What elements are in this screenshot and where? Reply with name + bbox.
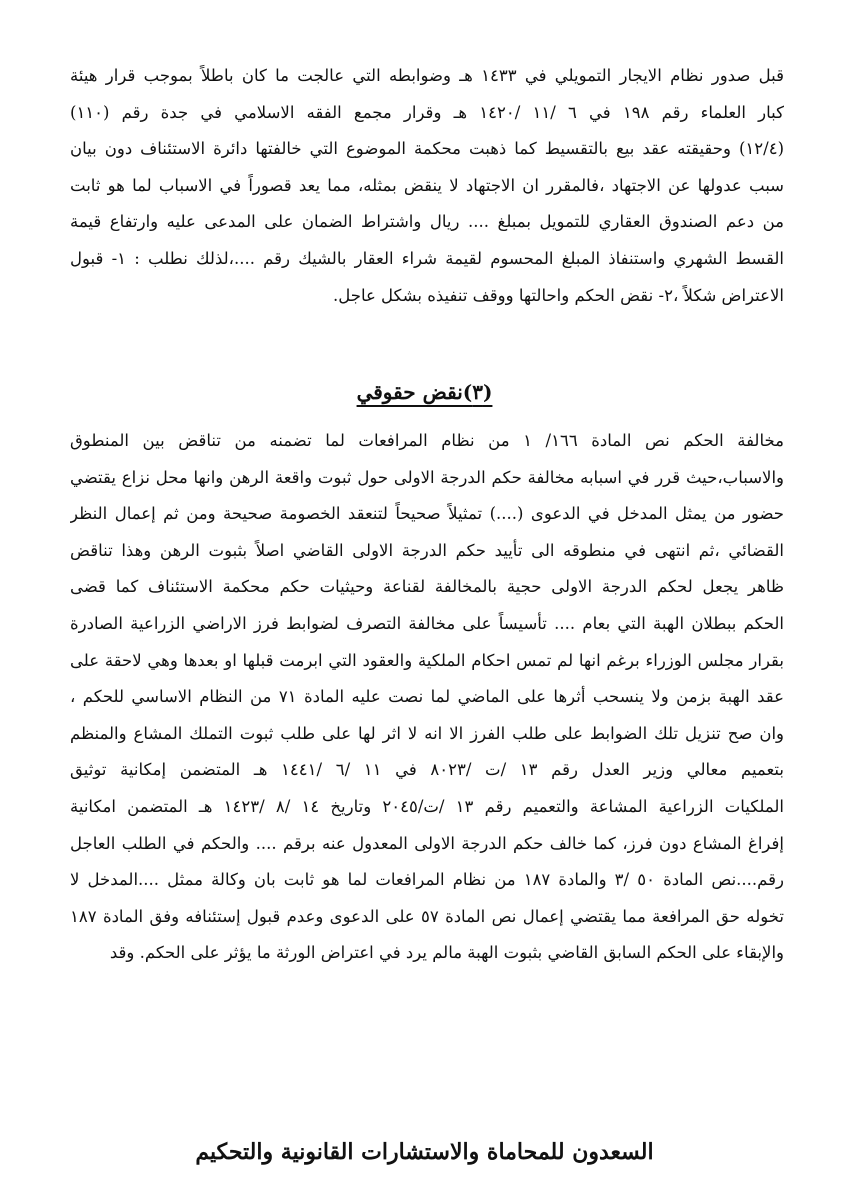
- text-line: حضور من يمثل المدخل في الدعوى (....) تمثيلاً صحيحاً لتنعقد الخصومة صحيحة ومن ثم إعمال النظر: [70, 504, 784, 524]
- section-heading: [0, 372, 849, 412]
- text-line: إفراغ المشاع دون فرز، كما خالف حكم الدرجة الاولى المعدول عنه برقم .... والحكم في الطلب العاجل: [70, 833, 784, 853]
- text-line: مخالفة الحكم نص المادة ١٦٦/ ١ من نظام المرافعات لما تضمنه من تناقض بين المنطوق: [70, 431, 784, 450]
- text-line: تخوله حق المرافعة مما يقتضي إعمال نص المادة ٥٧ على الدعوى وعدم قبول إستئنافه وفق المادة ١٨٧: [70, 906, 784, 926]
- text-line: قبل صدور نظام الايجار التمويلي في ١٤٣٣ هـ وضوابطه التي عالجت ما كان باطلاً بموجب قرار هيئة: [70, 66, 784, 85]
- text-line: الاعتراض شكلاً ،٢- نقض الحكم واحالتها ووقف تنفيذه بشكل عاجل.: [333, 285, 784, 305]
- text-line: ظاهر يجعل لحكم الدرجة الاولى حجية بالمخالفة لقناعة وحيثيات حكم محكمة الاستئناف كما قضى: [70, 577, 784, 597]
- text-line: بتعميم معالي وزير العدل رقم ١٣ /ت /٨٠٢٣ في ١١ /٦ /١٤٤١ هـ المتضمن إمكانية توثيق: [70, 760, 784, 780]
- text-line: وان صح تنزيل تلك الضوابط على طلب الفرز الا انه لا اثر لها على طلب ثبوت التملك المشاع والمنظم: [70, 723, 784, 743]
- text-line: الحكم ببطلان الهبة التي بعام .... تأسيساً على مخالفة التصرف لضوابط فرز الاراضي الزراعية الصادرة: [70, 613, 784, 633]
- text-line: الملكيات الزراعية المشاعة والتعميم رقم ١٣ /ت/٢٠٤٥ وتاريخ ١٤ /٨ /١٤٢٣ هـ المتضمن امكانية: [70, 796, 784, 816]
- text-line: القضائي ،ثم انتهى في منطوقه الى تأييد حكم الدرجة الاولى القاضي اصلاً بثبوت الرهن وهذا تناقض: [70, 540, 784, 560]
- text-line: والإبقاء على الحكم السابق القاضي بثبوت الهبة مالم يرد في اعتراض الورثة ما يؤثر على الحكم. وقد: [109, 943, 784, 963]
- paragraph-2: [70, 423, 784, 972]
- text-line: بقرار مجلس الوزراء برغم انها لم تمس احكام الملكية والعقود التي ابرمت قبلها او بعدها وهي لاحقة على: [70, 650, 784, 670]
- text-line: (١٢/٤) وحقيقته عقد بيع بالتقسيط كما ذهبت محكمة الموضوع التي خالفتها دائرة الاستئناف دون بيان: [70, 139, 784, 159]
- text-line: رقم....نص المادة ٥٠ /٣ والمادة ١٨٧ من نظام المرافعات لما هو ثابت بان وكالة ممثل ....المدخل لا: [70, 870, 784, 890]
- text-line: عقد الهبة بزمن ولا ينسحب أثرها على الماضي لما نصت عليه المادة ٧١ من النظام الاساسي للحكم ،: [70, 687, 784, 707]
- paragraph-1: [70, 58, 784, 314]
- section-heading-text: (٣)نقض حقوقي: [356, 380, 493, 404]
- text-line: سبب عدولها عن الاجتهاد ،فالمقرر ان الاجتهاد لا ينقض بمثله، مما يعد قصوراً في الاسباب لما هو ثابت: [70, 175, 784, 195]
- text-line: والاسباب،حيث قرر في اسبابه مخالفة حكم الدرجة الاولى حول ثبوت واقعة الرهن وانها محل نزاع يقتضي: [70, 467, 784, 487]
- text-line: كبار العلماء رقم ١٩٨ في ٦ /١١ /١٤٢٠ هـ وقرار مجمع الفقه الاسلامي في جدة رقم (١١٠): [70, 102, 784, 122]
- text-line: القسط الشهري واستنفاذ المبلغ المحسوم لقيمة شراء العقار بالشيك رقم ....،لذلك نطلب : ١- قبول: [70, 248, 784, 268]
- firm-footer: السعدون للمحاماة والاستشارات القانونية والتحكيم: [195, 1139, 654, 1165]
- text-line: من دعم الصندوق العقاري للتمويل بمبلغ .... ريال واشتراط الضمان على المدعى عليه وارتفاع قيمة: [70, 212, 784, 232]
